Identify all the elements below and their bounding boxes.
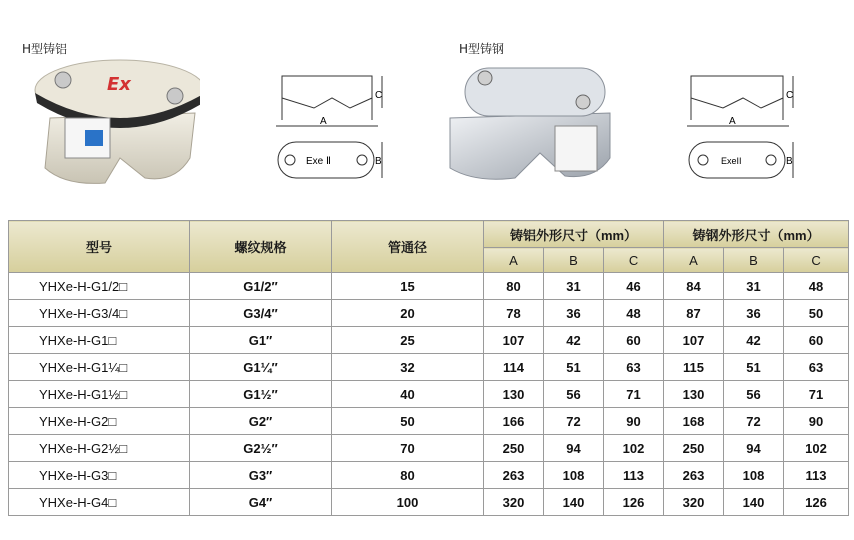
header-al-c: C xyxy=(604,248,664,273)
table-row xyxy=(9,489,849,516)
cell-st-c: 113 xyxy=(784,462,849,489)
cell-model: YHXe-H-G3/4□ xyxy=(9,300,190,327)
cell-al-c: 63 xyxy=(604,354,664,381)
header-model: 型号 xyxy=(9,221,190,273)
cell-st-c: 60 xyxy=(784,327,849,354)
cell-model: YHXe-H-G1¼□ xyxy=(9,354,190,381)
cell-pipe: 32 xyxy=(332,354,484,381)
header-aluminum-dims: 铸铝外形尺寸（mm） xyxy=(484,221,664,248)
cell-al-c: 71 xyxy=(604,381,664,408)
cell-st-b: 42 xyxy=(724,327,784,354)
cell-thread: G1½″ xyxy=(190,381,332,408)
aluminum-dim-b: B xyxy=(375,156,382,167)
cell-st-b: 140 xyxy=(724,489,784,516)
aluminum-plate-text: Exe Ⅱ xyxy=(306,156,331,167)
cell-st-a: 168 xyxy=(664,408,724,435)
steel-dim-b: B xyxy=(786,156,793,167)
cell-st-c: 102 xyxy=(784,435,849,462)
cell-st-a: 320 xyxy=(664,489,724,516)
cell-al-b: 94 xyxy=(544,435,604,462)
cell-thread: G1/2″ xyxy=(190,273,332,300)
cell-al-b: 108 xyxy=(544,462,604,489)
cell-al-c: 126 xyxy=(604,489,664,516)
table-row xyxy=(9,435,849,462)
cell-st-b: 56 xyxy=(724,381,784,408)
cell-st-b: 94 xyxy=(724,435,784,462)
aluminum-dim-c: C xyxy=(375,90,383,101)
cell-st-a: 130 xyxy=(664,381,724,408)
cell-al-b: 42 xyxy=(544,327,604,354)
cell-model: YHXe-H-G1□ xyxy=(9,327,190,354)
header-al-a: A xyxy=(484,248,544,273)
steel-side-drawing xyxy=(683,68,801,138)
cell-al-c: 90 xyxy=(604,408,664,435)
header-st-c: C xyxy=(784,248,849,273)
cell-al-c: 48 xyxy=(604,300,664,327)
cell-thread: G3″ xyxy=(190,462,332,489)
cell-st-a: 107 xyxy=(664,327,724,354)
header-thread: 螺纹规格 xyxy=(190,221,332,273)
table-row xyxy=(9,273,849,300)
cell-model: YHXe-H-G2□ xyxy=(9,408,190,435)
cell-al-a: 263 xyxy=(484,462,544,489)
cell-al-c: 60 xyxy=(604,327,664,354)
cell-pipe: 80 xyxy=(332,462,484,489)
cell-pipe: 50 xyxy=(332,408,484,435)
cell-model: YHXe-H-G4□ xyxy=(9,489,190,516)
cell-st-a: 250 xyxy=(664,435,724,462)
cell-thread: G2″ xyxy=(190,408,332,435)
aluminum-top-drawing xyxy=(272,138,390,186)
cell-al-a: 114 xyxy=(484,354,544,381)
aluminum-ex-mark: Ex xyxy=(107,74,131,95)
header-al-b: B xyxy=(544,248,604,273)
cell-pipe: 100 xyxy=(332,489,484,516)
cell-thread: G1¼″ xyxy=(190,354,332,381)
aluminum-product-label: H型铸铝 xyxy=(22,42,68,56)
cell-st-b: 36 xyxy=(724,300,784,327)
cell-pipe: 25 xyxy=(332,327,484,354)
cell-st-b: 72 xyxy=(724,408,784,435)
cell-al-b: 31 xyxy=(544,273,604,300)
cell-al-b: 36 xyxy=(544,300,604,327)
cell-model: YHXe-H-G3□ xyxy=(9,462,190,489)
cell-st-c: 126 xyxy=(784,489,849,516)
cell-pipe: 40 xyxy=(332,381,484,408)
cell-st-a: 84 xyxy=(664,273,724,300)
header-pipe: 管通径 xyxy=(332,221,484,273)
cell-st-a: 115 xyxy=(664,354,724,381)
cell-al-a: 78 xyxy=(484,300,544,327)
cell-al-b: 140 xyxy=(544,489,604,516)
cell-st-c: 71 xyxy=(784,381,849,408)
cell-model: YHXe-H-G2½□ xyxy=(9,435,190,462)
cell-al-b: 56 xyxy=(544,381,604,408)
steel-product-label: H型铸钢 xyxy=(459,42,505,56)
aluminum-dim-a: A xyxy=(320,116,327,127)
cell-al-c: 46 xyxy=(604,273,664,300)
table-row xyxy=(9,300,849,327)
steel-box-photo xyxy=(445,58,613,188)
header-st-b: B xyxy=(724,248,784,273)
cell-al-a: 80 xyxy=(484,273,544,300)
header-steel-dims: 铸钢外形尺寸（mm） xyxy=(664,221,849,248)
steel-dim-c: C xyxy=(786,90,794,101)
cell-thread: G1″ xyxy=(190,327,332,354)
cell-al-a: 320 xyxy=(484,489,544,516)
cell-al-c: 102 xyxy=(604,435,664,462)
cell-thread: G2½″ xyxy=(190,435,332,462)
steel-dim-a: A xyxy=(729,116,736,127)
cell-al-a: 166 xyxy=(484,408,544,435)
table-row xyxy=(9,462,849,489)
spec-table xyxy=(8,220,849,516)
cell-model: YHXe-H-G1/2□ xyxy=(9,273,190,300)
cell-al-a: 107 xyxy=(484,327,544,354)
cell-pipe: 15 xyxy=(332,273,484,300)
cell-al-a: 130 xyxy=(484,381,544,408)
cell-st-a: 263 xyxy=(664,462,724,489)
cell-st-a: 87 xyxy=(664,300,724,327)
cell-al-b: 51 xyxy=(544,354,604,381)
cell-st-c: 63 xyxy=(784,354,849,381)
cell-st-b: 108 xyxy=(724,462,784,489)
cell-al-c: 113 xyxy=(604,462,664,489)
cell-st-c: 90 xyxy=(784,408,849,435)
cell-st-b: 31 xyxy=(724,273,784,300)
steel-plate-text: ExeII xyxy=(721,156,742,166)
cell-st-c: 48 xyxy=(784,273,849,300)
cell-thread: G4″ xyxy=(190,489,332,516)
table-row xyxy=(9,408,849,435)
cell-pipe: 70 xyxy=(332,435,484,462)
cell-al-a: 250 xyxy=(484,435,544,462)
table-row xyxy=(9,381,849,408)
cell-al-b: 72 xyxy=(544,408,604,435)
aluminum-side-drawing xyxy=(272,68,390,138)
cell-model: YHXe-H-G1½□ xyxy=(9,381,190,408)
steel-top-drawing xyxy=(683,138,801,186)
aluminum-box-photo xyxy=(25,58,200,188)
header-st-a: A xyxy=(664,248,724,273)
cell-pipe: 20 xyxy=(332,300,484,327)
cell-thread: G3/4″ xyxy=(190,300,332,327)
table-row xyxy=(9,327,849,354)
table-row xyxy=(9,354,849,381)
cell-st-b: 51 xyxy=(724,354,784,381)
cell-st-c: 50 xyxy=(784,300,849,327)
